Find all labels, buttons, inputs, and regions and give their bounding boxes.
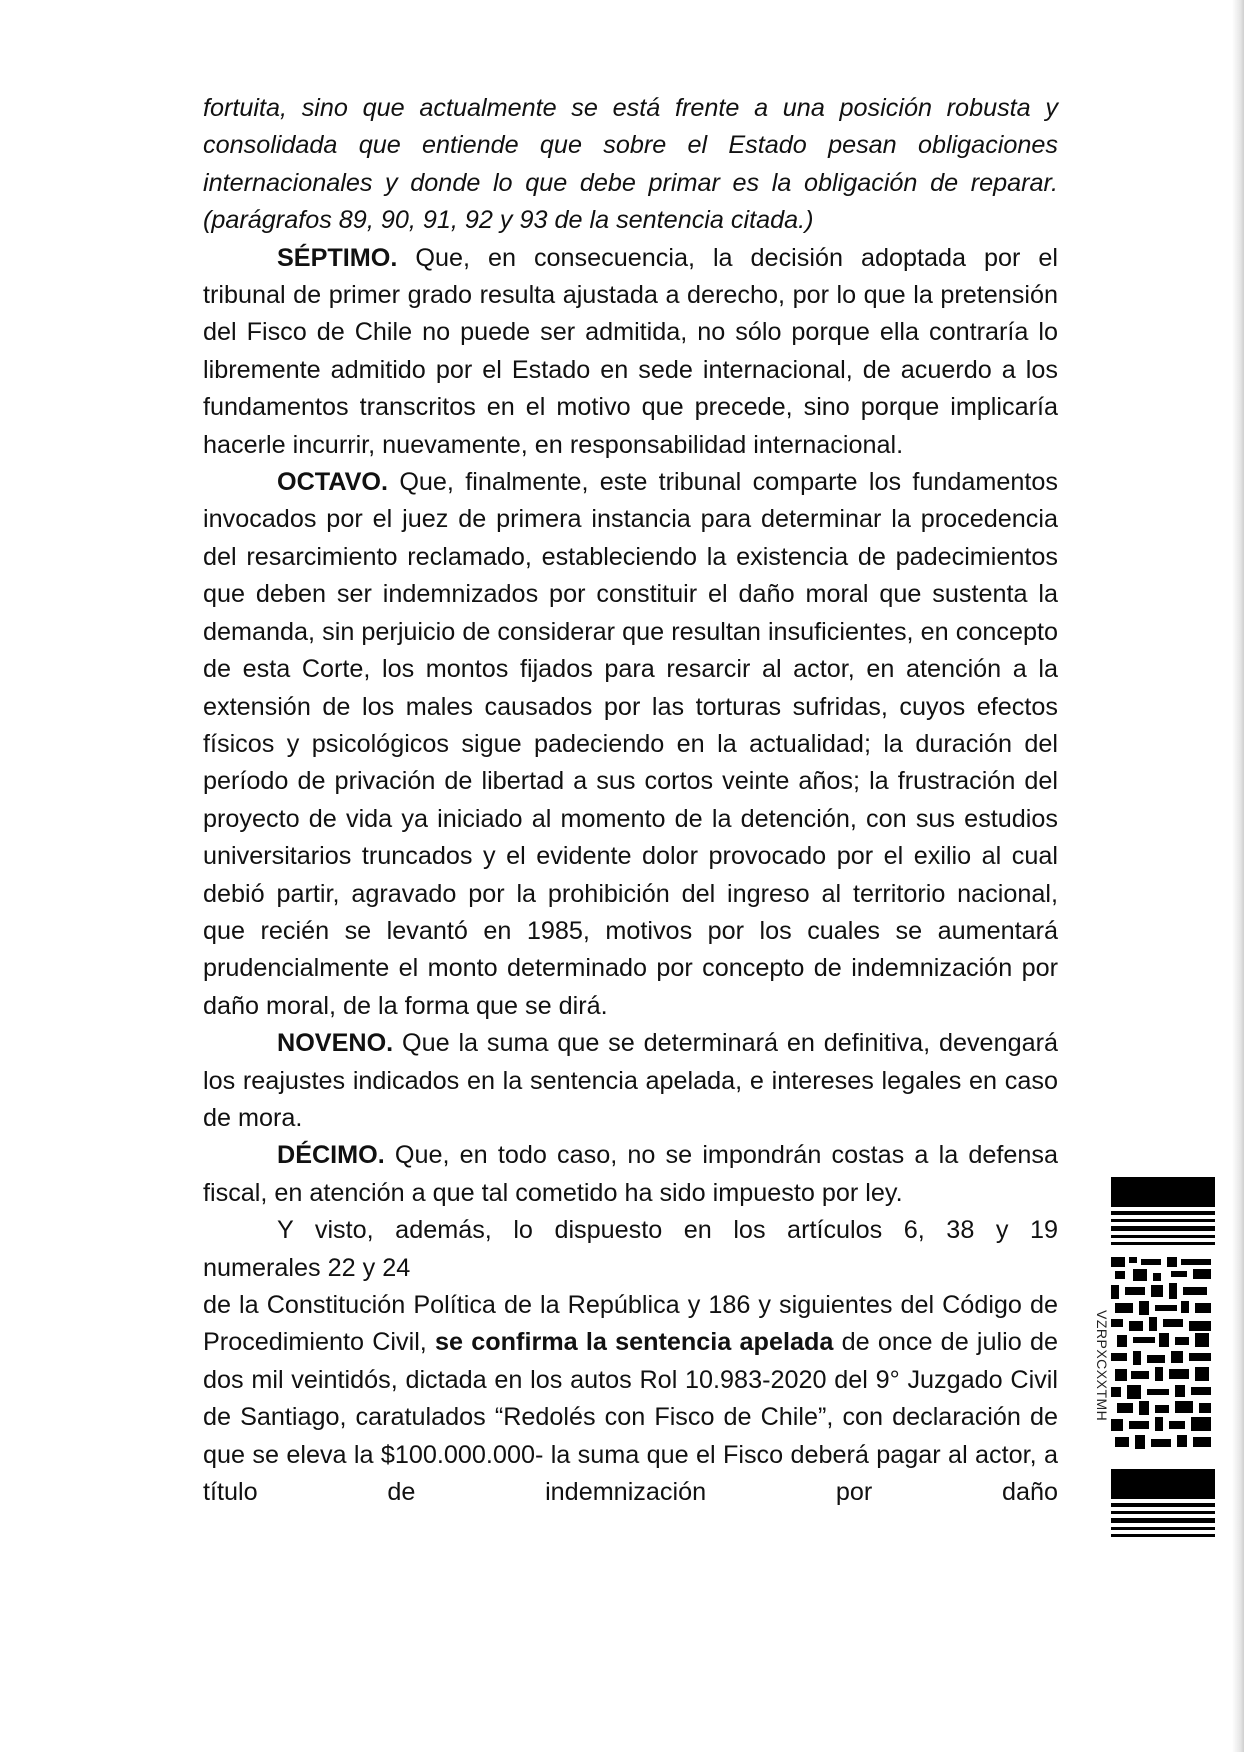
visto-text-before: de la Constitución Política de la República y 186 y siguientes del Código de Procedimiento Civil, <box>203 1291 1058 1357</box>
page-edge-shadow <box>1232 0 1244 1752</box>
septimo-text: Que, en consecuencia, la decisión adoptada por el tribunal de primer grado resulta ajustada a derecho, por lo que la pretensión del Fisco de Chile no puede ser admitida, no sólo porque ella contraría lo libremente admitido por el Estado en sede internacional, de acuerdo a los fundamentos transcritos en el motivo que precede, sino porque implicaría hacerle incurrir, nuevamente, en responsabilidad internacional. <box>203 243 1058 459</box>
paragraph-intro <box>203 90 1058 202</box>
decimo-heading: DÉCIMO. <box>277 1141 385 1170</box>
visto-bold-confirma: se confirma la sentencia apelada <box>435 1328 834 1357</box>
paragraph-visto-line2 <box>203 1250 1058 1287</box>
document-body <box>203 90 1058 1511</box>
noveno-text: Que la suma que se determinará en definitiva, devengará los reajustes indicados en la sentencia apelada, e intereses legales en caso de mora. <box>203 1029 1058 1132</box>
verification-barcode <box>1111 1177 1215 1589</box>
verification-code: VZRPXCXXTMH <box>1094 1310 1110 1422</box>
visto-line-1: Y visto, además, lo dispuesto en los artículos 6, 38 y 19 <box>277 1216 1058 1245</box>
paragraph-octavo <box>203 464 1058 1025</box>
paragraph-septimo <box>203 240 1058 464</box>
paragraph-visto-resolution <box>203 1287 1058 1511</box>
intro-line-3: internacionales y donde lo que debe primar es la obligación de reparar. <box>203 168 1058 197</box>
paragraph-noveno <box>203 1025 1058 1137</box>
septimo-heading: SÉPTIMO. <box>277 243 398 272</box>
paragraph-intro-citation <box>203 202 1058 239</box>
octavo-heading: OCTAVO. <box>277 468 389 497</box>
decimo-text: Que, en todo caso, no se impondrán costas a la defensa fiscal, en atención a que tal cometido ha sido impuesto por ley. <box>203 1141 1058 1207</box>
noveno-heading: NOVENO. <box>277 1029 394 1058</box>
octavo-text: Que, finalmente, este tribunal comparte los fundamentos invocados por el juez de primera instancia para determinar la procedencia del resarcimiento reclamado, estableciendo la existencia de padecimientos que deben ser indemnizados por constituir el daño moral que sustenta la demanda, sin perjuicio de considerar que resultan insuficientes, en concepto de esta Corte, los montos fijados para resarcir al actor, en atención a la extensión de los males causados por las torturas sufridas, cuyos efectos físicos y psicológicos sigue padeciendo en la actualidad; la duración del período de privación de libertad a sus cortos veinte años; la frustración del proyecto de vida ya iniciado al momento de la detención, con sus estudios universitarios truncados y el evidente dolor provocado por el exilio al cual debió partir, agravado por la prohibición del ingreso al territorio nacional, que recién se levantó en 1985, motivos por los cuales se aumentará prudencialmente el monto determinado por concepto de indemnización por daño moral, de la forma que se dirá. <box>203 468 1058 1020</box>
paragraph-visto-line1 <box>203 1212 1058 1249</box>
intro-line-4: (parágrafos 89, 90, 91, 92 y 93 de la sentencia citada.) <box>203 206 814 235</box>
paragraph-decimo <box>203 1137 1058 1212</box>
visto-line-2: numerales 22 y 24 <box>203 1253 411 1282</box>
intro-line-2: consolidada que entiende que sobre el Estado pesan obligaciones <box>203 131 1058 160</box>
visto-text-after: de once de julio de dos mil veintidós, dictada en los autos Rol 10.983-2020 del 9° Juzgado Civil de Santiago, caratulados “Redolés con Fisco de Chile”, con declaración de que se eleva la $100.000.000- la suma que el Fisco deberá pagar al actor, a título de indemnización por daño <box>203 1328 1058 1507</box>
intro-line-1: fortuita, sino que actualmente se está frente a una posición robusta y <box>203 94 1058 122</box>
